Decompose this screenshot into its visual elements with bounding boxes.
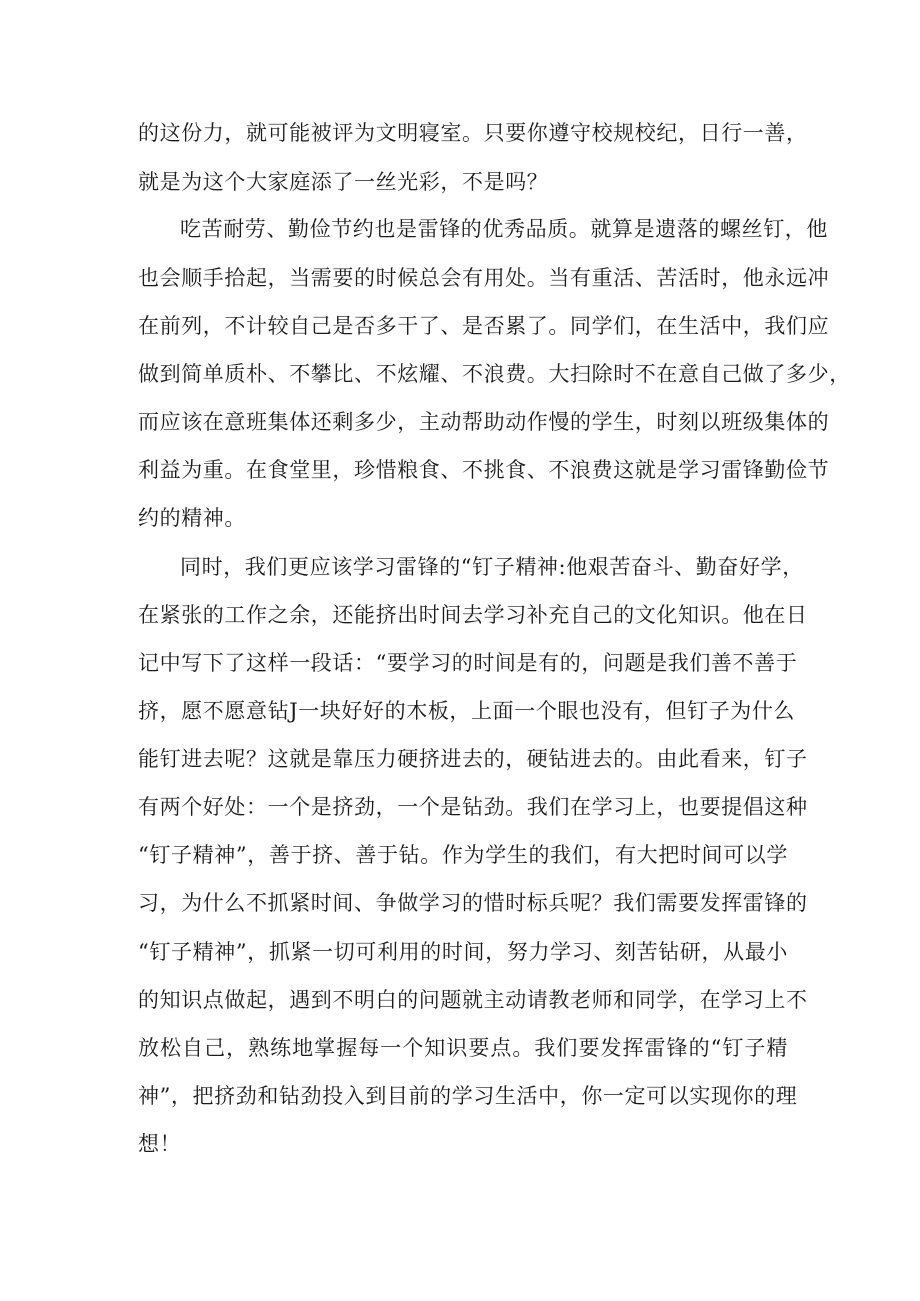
text-line: 约的精神。 bbox=[138, 506, 246, 530]
text-line: 有两个好处：一个是挤劲，一个是钻劲。我们在学习上，也要提倡这种 bbox=[138, 795, 808, 819]
text-line: 利益为重。在食堂里，珍惜粮食、不挑食、不浪费这就是学习雷锋勤俭节 bbox=[138, 458, 830, 482]
text-line: 的知识点做起，遇到不明白的问题就主动请教老师和同学，在学习上不 bbox=[138, 988, 808, 1012]
text-line: 同时，我们更应该学习雷锋的“钉子精神:他艰苦奋斗、勤奋好学， bbox=[180, 555, 804, 579]
text-line: 想！ bbox=[138, 1132, 182, 1156]
text-line: 习，为什么不抓紧时间、争做学习的惜时标兵呢？我们需要发挥雷锋的 bbox=[138, 891, 808, 915]
text-line: 也会顺手拾起，当需要的时候总会有用处。当有重活、苦活时，他永远冲 bbox=[138, 266, 830, 290]
text-line: 能钉进去呢？这就是靠压力硬挤进去的，硬钻进去的。由此看来，钉子 bbox=[138, 747, 808, 771]
text-line: “钉子精神”，善于挤、善于钻。作为学生的我们，有大把时间可以学 bbox=[138, 843, 788, 867]
text-line: 的这份力，就可能被评为文明寝室。只要你遵守校规校纪，日行一善， bbox=[138, 121, 808, 145]
text-line: 而应该在意班集体还剩多少，主动帮助动作慢的学生，时刻以班级集体的 bbox=[138, 410, 830, 434]
text-line: 挤，愿不愿意钻J一块好好的木板，上面一个眼也没有，但钉子为什么 bbox=[138, 699, 796, 723]
text-line: 就是为这个大家庭添了一丝光彩，不是吗？ bbox=[138, 170, 549, 194]
text-line: 放松自己，熟练地掌握每一个知识要点。我们要发挥雷锋的“钉子精 bbox=[138, 1036, 788, 1060]
text-line: 在前列，不计较自己是否多干了、是否累了。同学们，在生活中，我们应 bbox=[138, 314, 830, 338]
text-line: 记中写下了这样一段话：“要学习的时间是有的，问题是我们善不善于 bbox=[138, 651, 798, 675]
text-line: 吃苦耐劳、勤俭节约也是雷锋的优秀品质。就算是遗落的螺丝钉，他 bbox=[180, 217, 828, 241]
text-line: “钉子精神”，抓紧一切可利用的时间，努力学习、刻苦钻研，从最小 bbox=[138, 940, 788, 964]
text-line: 神”，把挤劲和钻劲投入到目前的学习生活中，你一定可以实现你的理 bbox=[138, 1084, 798, 1108]
text-line: 在紧张的工作之余，还能挤出时间去学习补充自己的文化知识。他在日 bbox=[138, 603, 808, 627]
text-line: 做到简单质朴、不攀比、不炫耀、不浪费。大扫除时不在意自己做了多少， bbox=[138, 362, 851, 386]
